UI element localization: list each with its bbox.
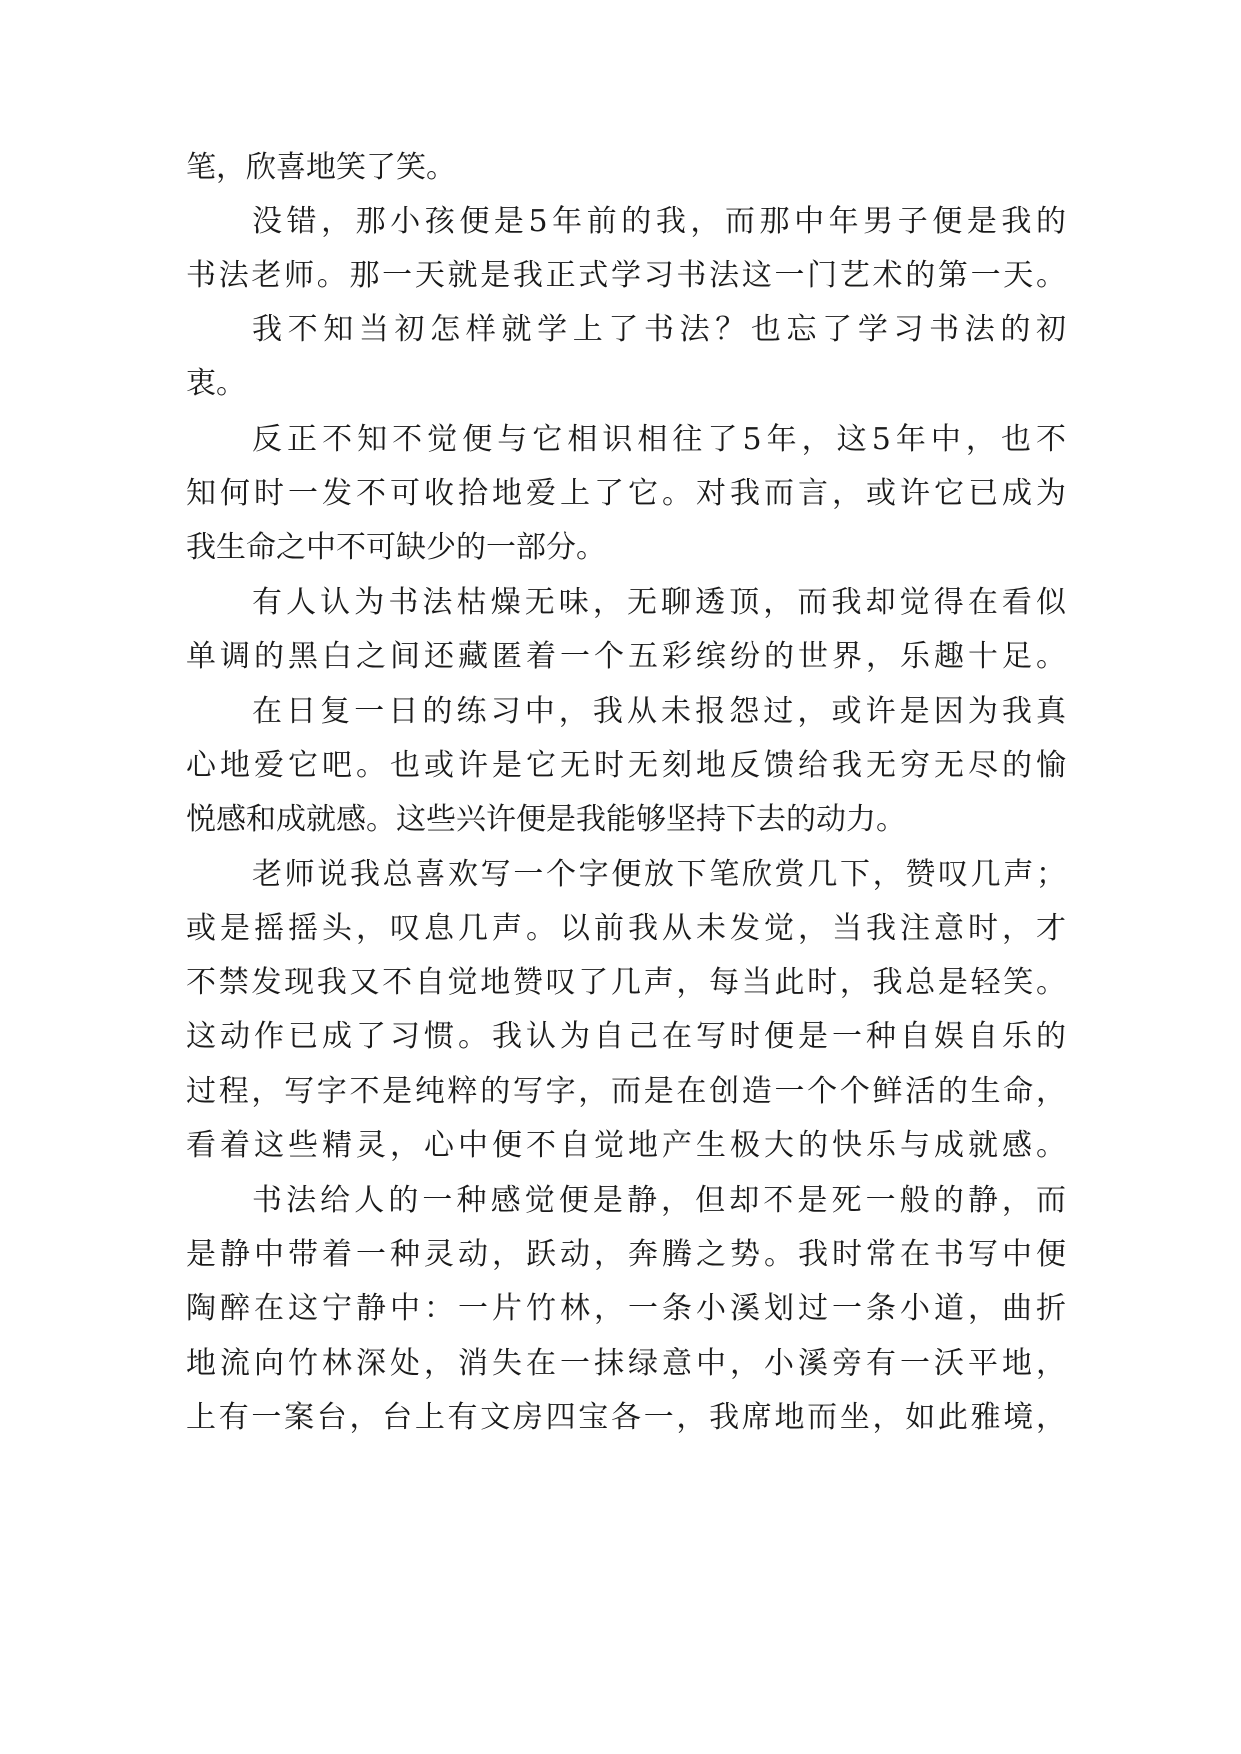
- text-line: 笔，欣喜地笑了笑。: [186, 150, 456, 185]
- text-line: 书法给人的一种感觉便是静，但却不是死一般的静，而: [252, 1183, 1066, 1218]
- text-line: 地流向竹林深处，消失在一抹绿意中，小溪旁有一沃平地，: [186, 1346, 1066, 1381]
- text-line: 知何时一发不可收拾地爱上了它。对我而言，或许它已成为: [186, 476, 1066, 511]
- text-line: 这动作已成了习惯。我认为自己在写时便是一种自娱自乐的: [186, 1019, 1066, 1054]
- text-line: 单调的黑白之间还藏匿着一个五彩缤纷的世界，乐趣十足。: [186, 639, 1066, 674]
- text-line: 看着这些精灵，心中便不自觉地产生极大的快乐与成就感。: [186, 1128, 1066, 1163]
- text-line: 有人认为书法枯燥无味，无聊透顶，而我却觉得在看似: [252, 585, 1066, 620]
- text-line: 反正不知不觉便与它相识相往了5年，这5年中，也不: [252, 422, 1066, 457]
- text-line: 不禁发现我又不自觉地赞叹了几声，每当此时，我总是轻笑。: [186, 965, 1066, 1000]
- text-line: 或是摇摇头，叹息几声。以前我从未发觉，当我注意时，才: [186, 911, 1066, 946]
- text-line: 在日复一日的练习中，我从未报怨过，或许是因为我真: [252, 694, 1066, 729]
- text-line: 心地爱它吧。也或许是它无时无刻地反馈给我无穷无尽的愉: [186, 748, 1066, 783]
- text-line: 是静中带着一种灵动，跃动，奔腾之势。我时常在书写中便: [186, 1237, 1066, 1272]
- text-line: 我不知当初怎样就学上了书法？也忘了学习书法的初: [252, 312, 1066, 347]
- text-line: 老师说我总喜欢写一个字便放下笔欣赏几下，赞叹几声；: [252, 857, 1066, 892]
- text-line: 陶醉在这宁静中：一片竹林，一条小溪划过一条小道，曲折: [186, 1291, 1066, 1326]
- text-line: 上有一案台，台上有文房四宝各一，我席地而坐，如此雅境，: [186, 1400, 1066, 1435]
- text-line: 衷。: [186, 366, 246, 401]
- text-line: 没错，那小孩便是5年前的我，而那中年男子便是我的: [252, 204, 1066, 239]
- text-line: 书法老师。那一天就是我正式学习书法这一门艺术的第一天。: [186, 258, 1066, 293]
- text-line: 悦感和成就感。这些兴许便是我能够坚持下去的动力。: [186, 802, 906, 837]
- text-line: 我生命之中不可缺少的一部分。: [186, 530, 606, 565]
- text-line: 过程，写字不是纯粹的写字，而是在创造一个个鲜活的生命，: [186, 1074, 1066, 1109]
